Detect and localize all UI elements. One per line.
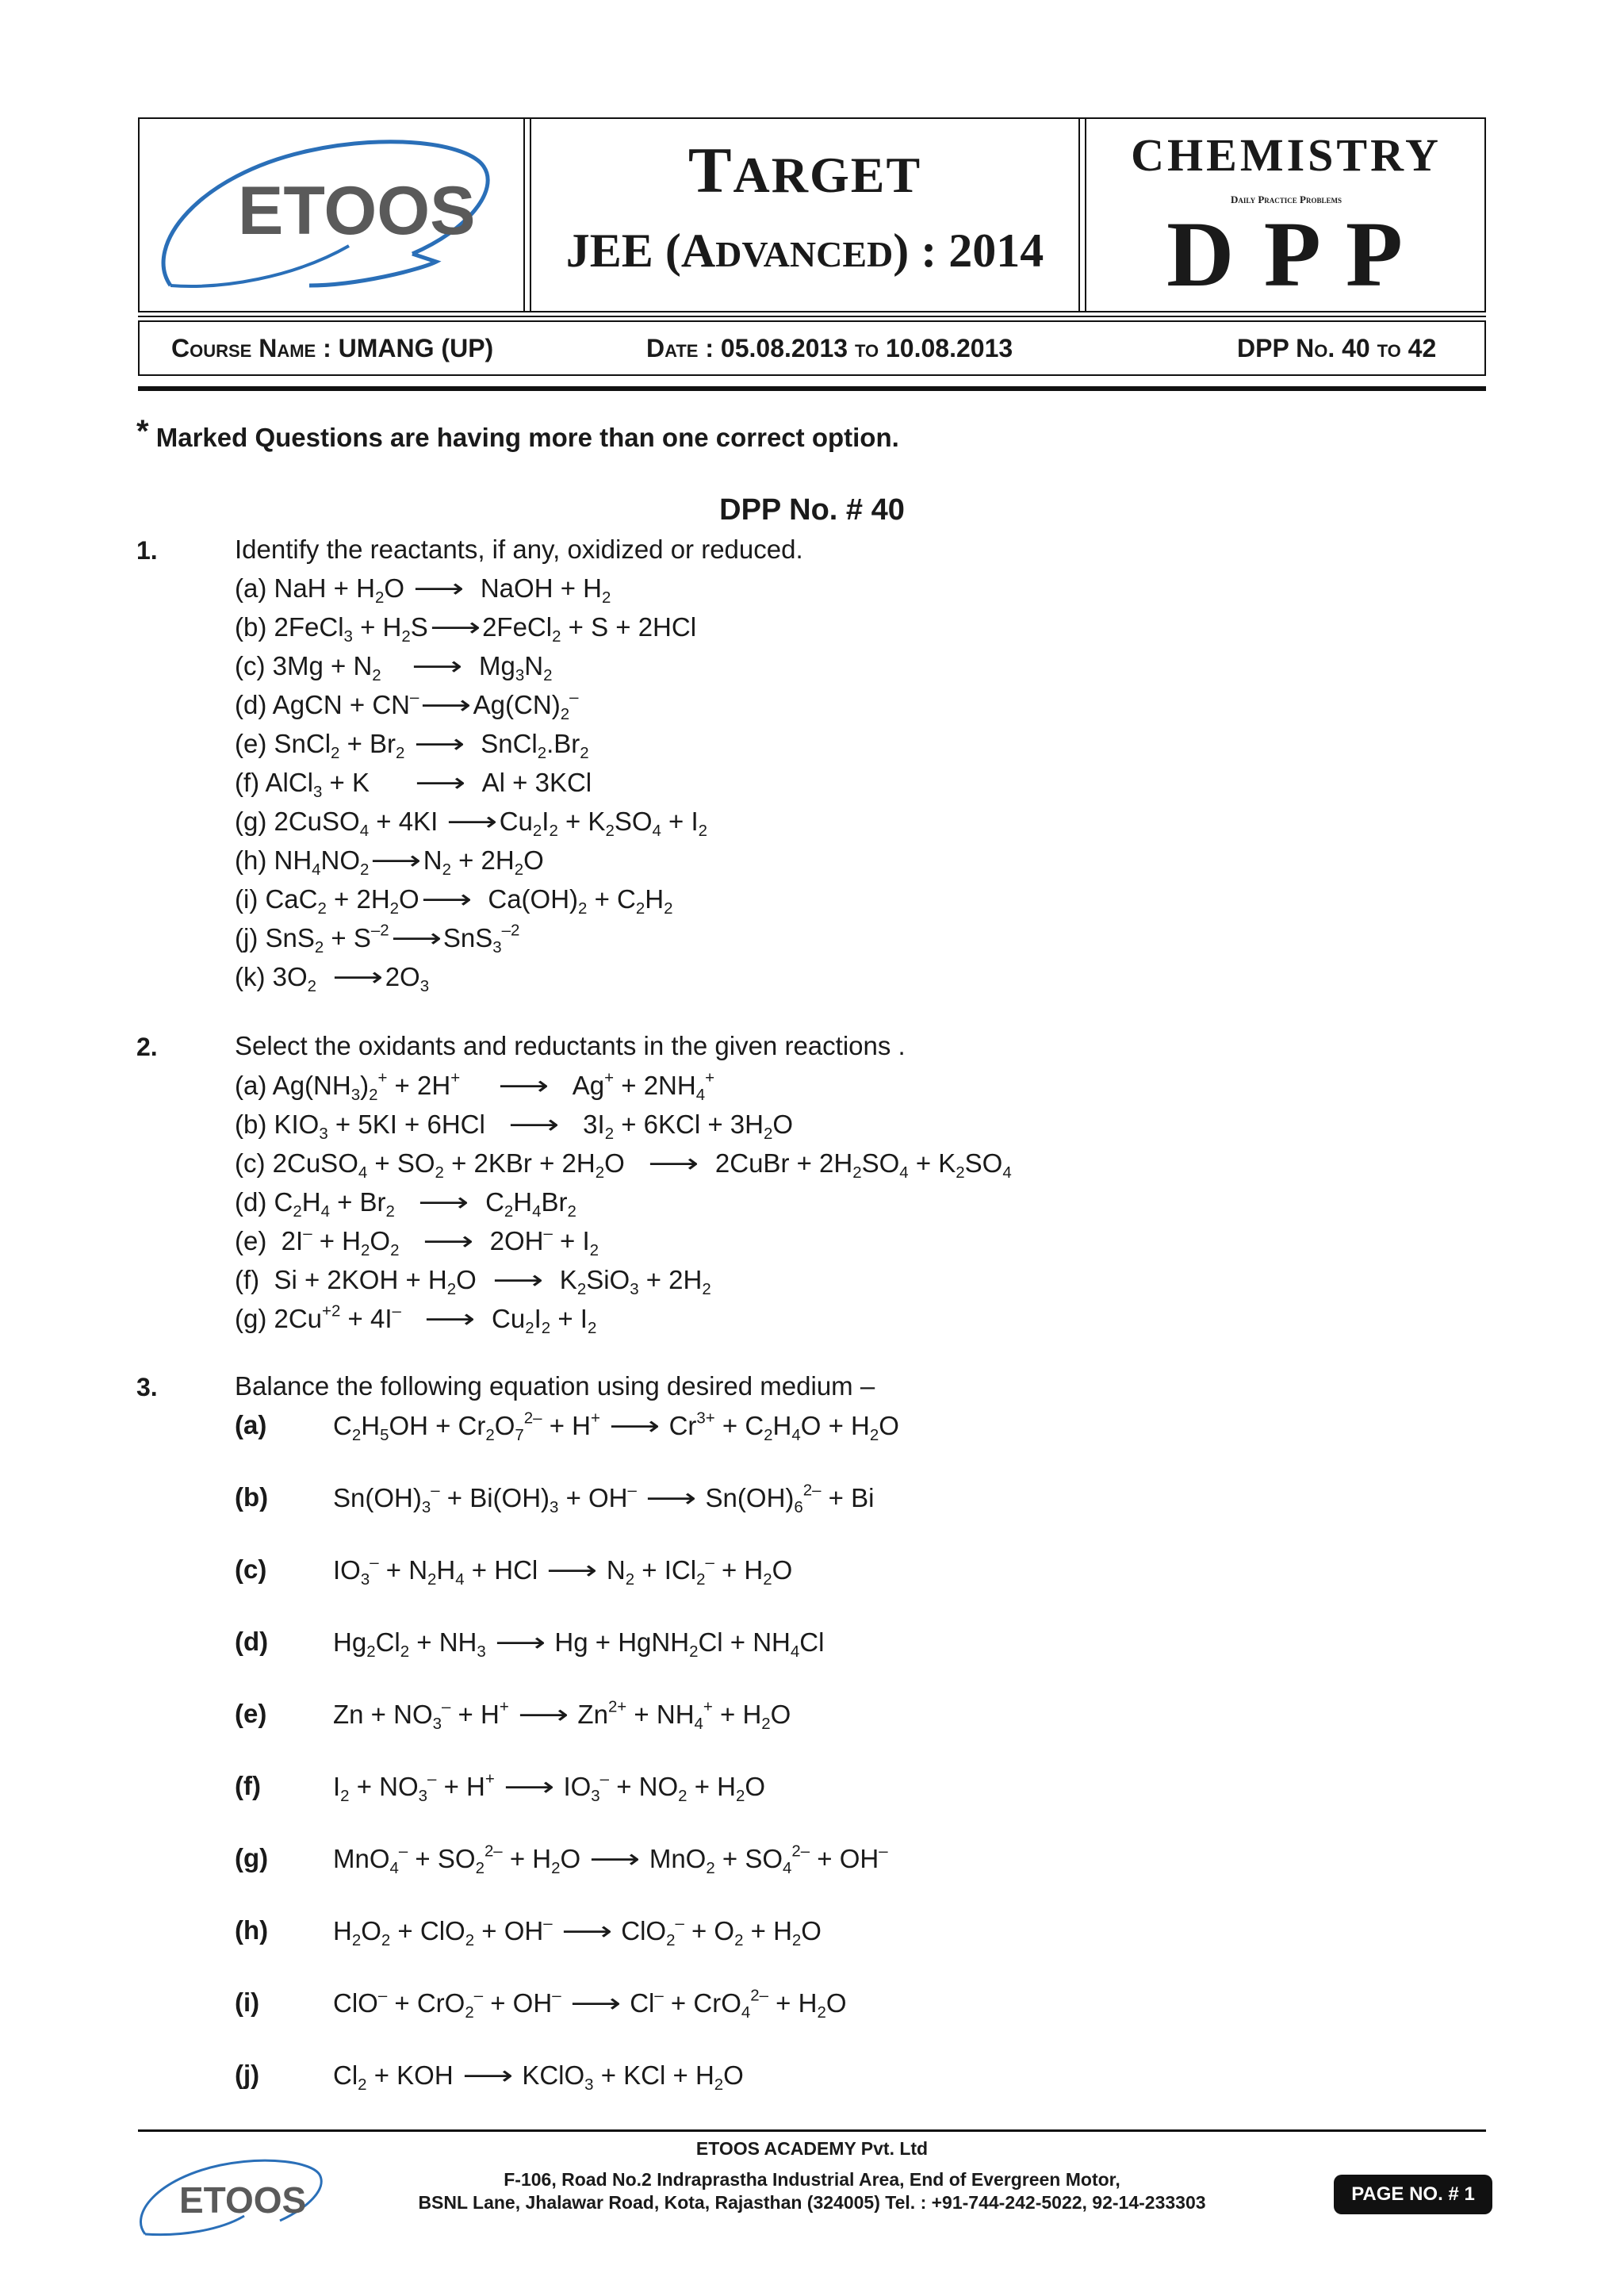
reaction-2d: (d) $C_2H_4 + Br_2$ ⟶ $C_2H_4Br_2$ (235, 1186, 576, 1221)
reaction-2b: (b) $KIO_3 + 5KI + 6HCl$ ⟶ $3I_2 + 6KCl + 3H_2O$ (235, 1109, 794, 1144)
footer-company: ETOOS ACADEMY Pvt. Ltd (695, 2138, 929, 2159)
footer-address-1: F-106, Road No.2 Indraprastha Industrial Area, End of Evergreen Motor, (504, 2169, 1120, 2190)
header-divider (1078, 117, 1080, 312)
question-number: 3. (136, 1373, 158, 1401)
header-thick-rule (138, 386, 1486, 391)
part-label: (a) (235, 1410, 267, 1439)
dpp-big: D P P (1166, 202, 1406, 306)
part-label: (b) (235, 1482, 269, 1512)
reaction-1k: (k) $3O_2$ ⟶ $2O_3$ (235, 961, 430, 996)
equation-3g: $MnO_4^- + SO_2^{2-} + H_2O$ ⟶ $MnO_2 + SO_4^{2-} + OH^-$ (333, 1842, 888, 1878)
dpp-number-range: DPP No. 40 to 42 (1237, 334, 1437, 362)
part-label: (c) (235, 1554, 267, 1584)
reaction-2g: (g) $2Cu^{+2} + 4I^-$ ⟶ $Cu_2I_2 + I_2$ (235, 1301, 597, 1338)
question-prompt: Identify the reactants, if any, oxidized or reduced. (235, 535, 803, 564)
reaction-1e: (e) SnCl$_2$ + $Br_2$ ⟶ $SnCl_2.Br_2$ (235, 728, 589, 763)
footer-address-2: BSNL Lane, Jhalawar Road, Kota, Rajasthan (324005) Tel. : +91-744-242-5022, 92-14-233303 (418, 2192, 1206, 2213)
logo-text: ETOOS (238, 173, 476, 249)
etoos-logo (151, 127, 515, 305)
part-label: (f) (235, 1771, 261, 1800)
question-number: 1. (136, 536, 158, 565)
header-divider (523, 117, 525, 312)
reaction-1h: (h) $NH_4NO_2⟶$ $N_2 + 2H_2O$ (235, 845, 544, 880)
reaction-2f: (f) $Si + 2KOH + H_2O$ ⟶ $K_2SiO_3 + 2H_2$ (235, 1264, 711, 1299)
reaction-2a: (a) $Ag(NH_3)_2^+ + 2H^+$ ⟶ $Ag^+ + 2NH_4^+$ (235, 1068, 715, 1105)
equation-3i: ClO– + CrO$_2$– + OH– ⟶ $Cl^- + CrO_4^{2-} + H_2O$ (333, 1986, 847, 2022)
reaction-2c: (c) 2CuSO$_4$ + $SO_2 + 2KBr + 2H_2O$ ⟶ 2CuBr + $2H_2SO_4 + K_2SO_4$ (235, 1148, 1012, 1182)
question-prompt: Select the oxidants and reductants in the given reactions . (235, 1031, 906, 1060)
part-label: (e) (235, 1699, 267, 1728)
part-label: (j) (235, 2060, 260, 2089)
page-number-badge: PAGE NO. # 1 (1334, 2175, 1492, 2214)
reaction-2e: (e) $2I^- + H_2O_2$ ⟶ $2OH^- + I_2$ (235, 1224, 599, 1260)
reaction-1b: (b) 2FeCl$_3$ + $H_2S⟶$ 2FeCl$_2$ + S + 2HCl (235, 611, 697, 646)
header-rule (138, 316, 1486, 317)
reaction-1i: (i) $CaC_2 + 2H_2O⟶$ $Ca(OH)_2 + C_2H_2$ (235, 884, 673, 918)
jee-title: JEE (ADVANCED) : 2014 (565, 224, 1044, 277)
reaction-1a: (a) NaH + $H_2O$ ⟶ NaOH + $H_2$ (235, 573, 611, 608)
part-label: (i) (235, 1987, 260, 2017)
equation-3c: $IO_3^- + N_2H_4$ + HCl ⟶ $N_2 + ICl_2^- + H_2O$ (333, 1553, 793, 1589)
footer-rule (138, 2129, 1486, 2132)
equation-3e: $Zn + NO_3^- + H^+$ ⟶ $Zn^{2+} + NH_4^+ + H_2O$ (333, 1697, 791, 1734)
part-label: (d) (235, 1627, 269, 1656)
dpp-caption: Daily Practice Problems (1231, 194, 1342, 205)
date-range: Date : 05.08.2013 to 10.08.2013 (646, 334, 1013, 362)
course-name: Course Name : UMANG (UP) (171, 334, 494, 362)
question-number: 2. (136, 1033, 158, 1061)
part-label: (g) (235, 1843, 269, 1872)
marked-note: * Marked Questions are having more than one correct option. (136, 414, 899, 452)
equation-3d: $Hg_2Cl_2 + NH_3$ ⟶ Hg + HgNH$_2$Cl + $NH_4Cl$ (333, 1627, 825, 1662)
equation-3h: $H_2O_2 + ClO_2 + OH^-$ ⟶ $ClO_2^- + O_2 + H_2O$ (333, 1914, 822, 1950)
part-label: (h) (235, 1915, 269, 1945)
footer-logo-text: ETOOS (179, 2179, 307, 2221)
reaction-1j: (j) $SnS_2 + S^{-2}⟶$ SnS$_3^{-2}$ (235, 921, 520, 957)
reaction-1g: (g) 2CuSO$_4$ + 4KI ⟶ $Cu_2I_2 + K_2SO_4 + I_2$ (235, 806, 708, 841)
target-title: TARGET (688, 134, 922, 206)
equation-3a: $C_2H_5OH + Cr_2O_7^{2-} + H^+$ ⟶ $Cr^{3+} + C_2H_4O + H_2O$ (333, 1409, 899, 1445)
section-title: DPP No. # 40 (719, 493, 905, 527)
question-prompt: Balance the following equation using desired medium – (235, 1371, 875, 1401)
equation-3b: $Sn(OH)_3^- + Bi(OH)_3 + OH^-$ ⟶ $Sn(OH)_6^{2-} + Bi$ (333, 1481, 875, 1517)
reaction-1c: (c) $3Mg + N_2$ ⟶ $Mg_3N_2$ (235, 650, 553, 685)
subject-title: CHEMISTRY (1131, 129, 1442, 181)
reaction-1f: (f) AlCl$_3$ + K ⟶ Al + 3KCl (235, 767, 592, 802)
equation-3f: $I_2 + NO_3^- + H^+$ ⟶ $IO_3^- + NO_2 + H_2O$ (333, 1769, 766, 1806)
equation-3j: $Cl_2$ + KOH ⟶ KClO$_3$ + KCl + $H_2O$ (333, 2060, 744, 2095)
reaction-1d: (d) AgCN + CN–⟶ $Ag(CN)_2^-$ (235, 688, 579, 724)
